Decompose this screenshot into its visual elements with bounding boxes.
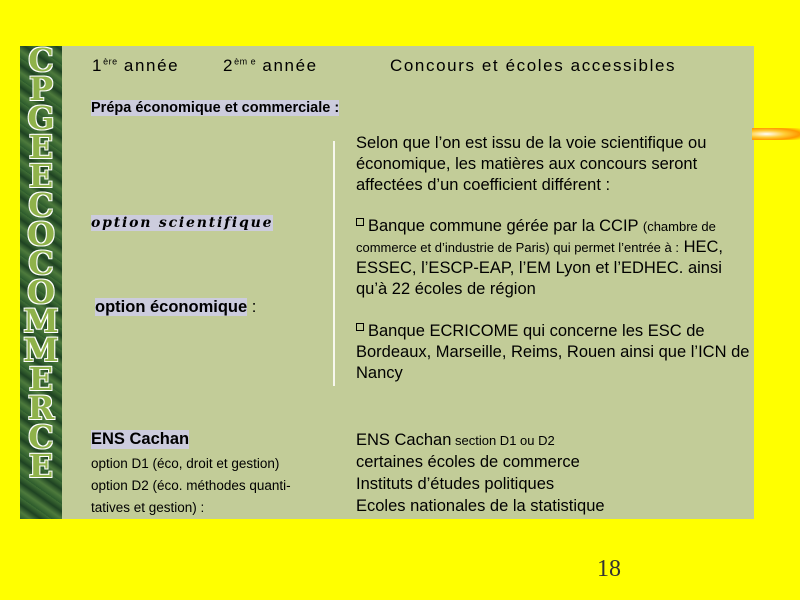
banner-letter: O	[27, 215, 55, 253]
banner-letter: M	[23, 331, 59, 369]
bullet-ecricome: Banque ECRICOME qui concerne les ESC de Bordeaux, Marseille, Reims, Rouen ainsi que l’ICN de Nancy	[356, 322, 750, 382]
header-year2: $2^{èm e}$ année	[223, 56, 318, 75]
prepa-title: Prépa économique et commerciale :	[91, 100, 340, 116]
header-year1: 1ère année	[92, 56, 180, 75]
banner-letter: E	[28, 447, 54, 485]
ens-option-d2-cont: tatives et gestion) :	[91, 500, 205, 515]
bullet-square-icon	[356, 218, 364, 226]
vertical-banner	[20, 41, 62, 519]
banner-letter: R	[27, 389, 55, 427]
slide-panel	[20, 41, 754, 519]
ens-option-d2: option D2 (éco. méthodes quanti-	[91, 478, 291, 493]
banner-letter: P	[28, 70, 54, 108]
banner-letter: C	[28, 244, 54, 282]
bullet-ccip: Banque commune gérée par la CCIP (chambre de commerce et d’industrie de Paris) qui permet l’entrée à : HEC, ESSEC, l’ESCP-EAP, l’EM Lyon et l’EDHEC. ainsi qu’à 22 écoles de région	[356, 217, 723, 298]
ens-title: ENS Cachan	[91, 430, 190, 448]
banner-letter: M	[23, 302, 59, 340]
ens-right-title: ENS Cachan section D1 ou D2	[356, 431, 555, 449]
light-flare-decoration	[752, 128, 800, 140]
intro-text: Selon que l’on est issu de la voie scientifique ou économique, les matières aux concours seront affectées d’un coefficient différent :	[356, 134, 707, 194]
page-number: 18	[597, 556, 621, 582]
option-economique: option économique :	[95, 298, 257, 316]
column-divider	[333, 141, 335, 386]
banner-letter: C	[28, 418, 54, 456]
ens-right-line3: Ecoles nationales de la statistique	[356, 497, 605, 515]
banner-letter: G	[27, 99, 55, 137]
banner-letter: O	[27, 273, 55, 311]
ens-option-d1: option D1 (éco, droit et gestion)	[91, 456, 280, 471]
ens-right-line2: Instituts d’études politiques	[356, 475, 555, 493]
header-concours: Concours et écoles accessibles	[390, 56, 677, 75]
bullet-square-icon	[356, 323, 364, 331]
vertical-banner-text	[20, 41, 62, 485]
banner-letter: C	[28, 41, 54, 79]
banner-letter: E	[28, 128, 54, 166]
option-scientifique: option scientifique	[91, 215, 274, 231]
banner-letter: E	[28, 157, 54, 195]
banner-letter: E	[28, 360, 54, 398]
ens-right-line1: certaines écoles de commerce	[356, 453, 580, 471]
banner-letter: C	[28, 186, 54, 224]
